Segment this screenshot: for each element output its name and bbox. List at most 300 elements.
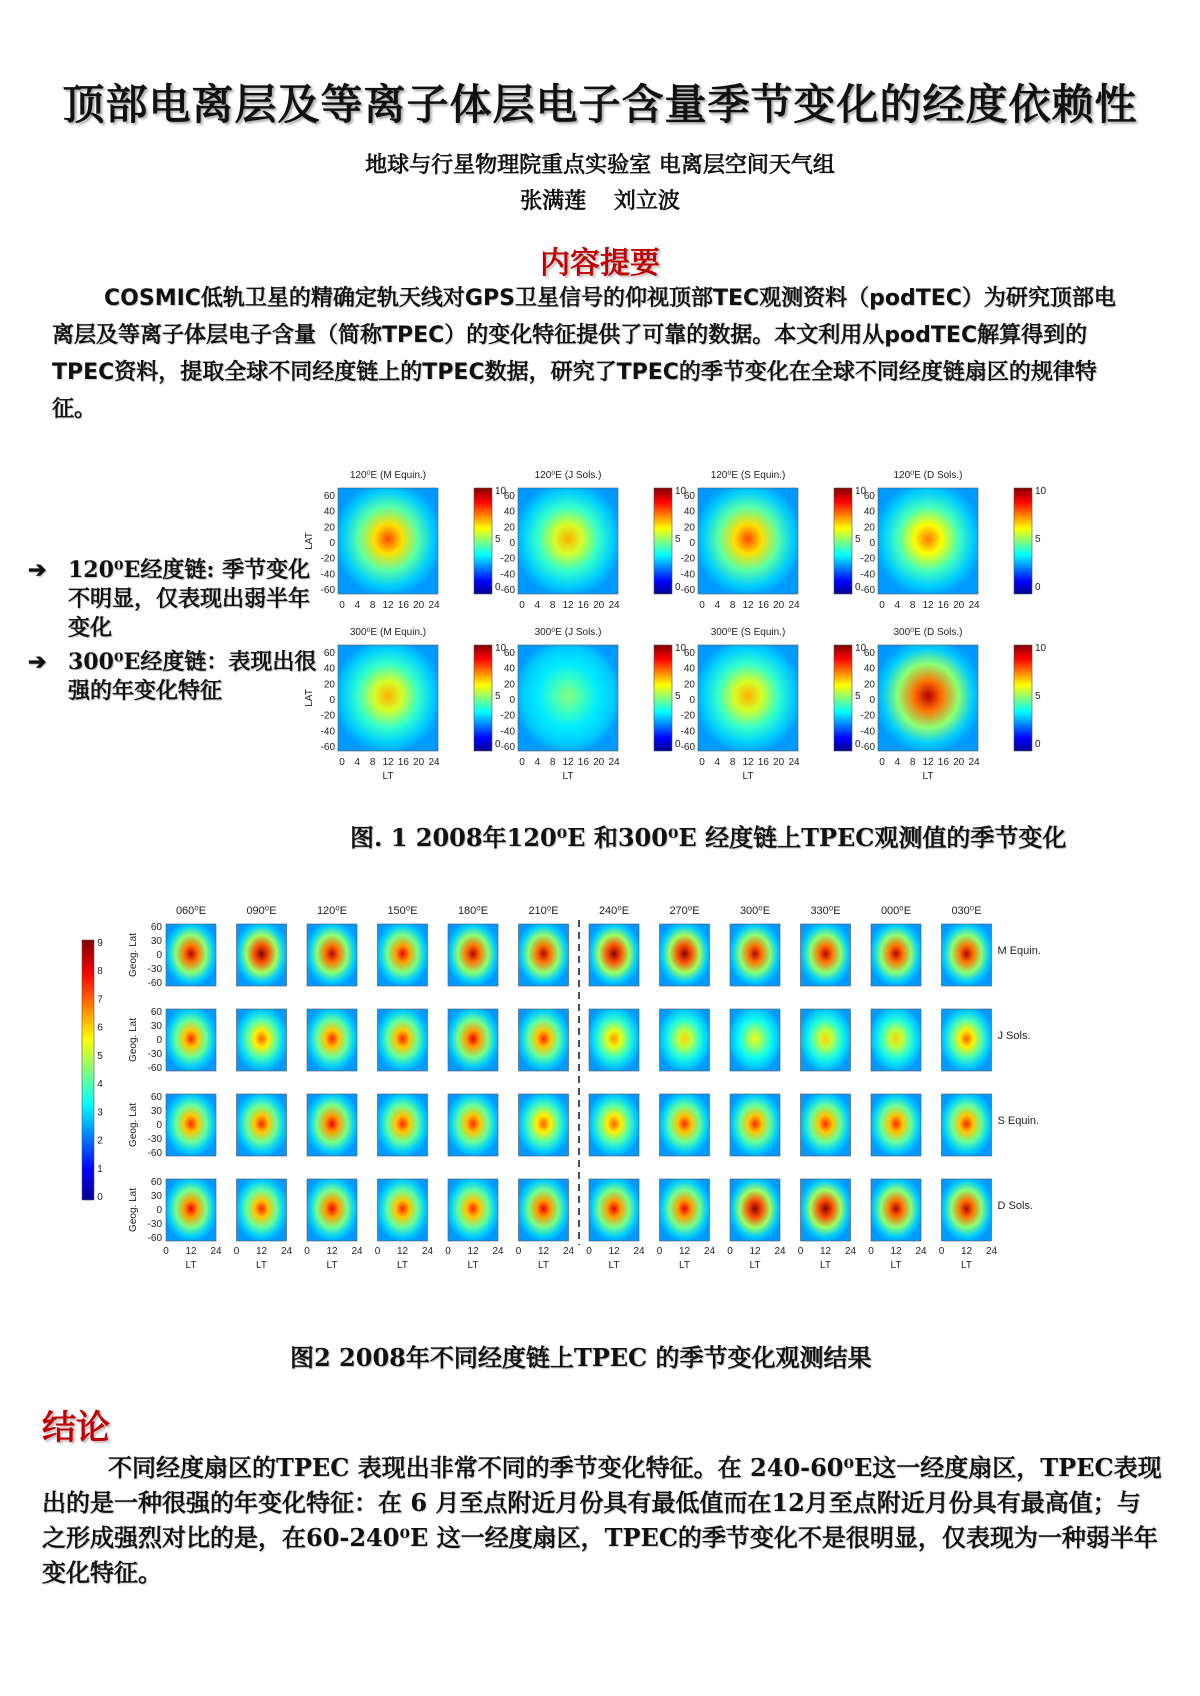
y-tick-label: 40 [503,663,515,675]
arrow-right-icon: ➔ [28,649,47,675]
y-tick-label: -30 [147,1049,162,1060]
heatmap-panel [801,1009,851,1071]
x-tick-label: 24 [562,1246,575,1257]
colorbar-tick: 1 [97,1163,103,1175]
colorbar-tick: 7 [97,994,103,1006]
x-tick-label: 12 [562,600,574,611]
panel-title: 300⁰E (J Sols.) [534,627,602,638]
row-label: S Equin. [997,1115,1040,1127]
heatmap-panel [942,1179,992,1241]
row-label: D Sols. [997,1200,1033,1212]
x-tick-label: 8 [369,757,376,768]
x-axis-label: LT [185,1260,197,1271]
y-tick-label: 60 [503,491,515,502]
x-axis-label: LT [467,1260,479,1271]
y-axis-label: Geog. Lat [128,933,139,977]
panel-title: 120⁰E (S Equin.) [710,470,786,481]
x-tick-label: 0 [879,600,885,611]
heatmap-panel [448,924,498,986]
y-tick-label: 0 [689,538,695,549]
heatmap-panel [942,924,992,986]
y-tick-label: -40 [500,726,515,738]
y-tick-label: 0 [869,695,875,706]
colorbar [82,940,94,1200]
colorbar-tick: 0 [675,739,681,750]
y-tick-label: -60 [320,585,335,596]
x-tick-label: 12 [382,600,394,611]
y-tick-label: 30 [150,1021,162,1032]
column-header: 090⁰E [246,905,277,917]
bullet-text: 120⁰E经度链: 季节变化不明显，仅表现出弱半年变化 [68,557,311,641]
x-axis-label: LT [382,771,394,782]
x-tick-label: 4 [714,757,721,768]
heatmap-panel [871,924,921,986]
x-tick-label: 12 [819,1246,832,1257]
colorbar-tick: 5 [1035,534,1041,545]
x-axis-label: LT [326,1260,338,1271]
x-tick-label: 24 [703,1246,716,1257]
figure-1-heatmaps [304,458,1170,808]
heatmap-panel [519,1009,569,1071]
column-header: 300⁰E [739,905,771,917]
x-tick-label: 4 [714,600,721,611]
x-tick-label: 12 [678,1246,691,1257]
y-tick-label: 20 [683,522,695,534]
authors: 张满莲 刘立波 [520,189,680,214]
y-tick-label: 60 [323,491,335,502]
y-tick-label: 60 [150,1007,162,1018]
heatmap-panel [801,924,851,986]
x-tick-label: 0 [797,1246,804,1257]
heatmap-panel [166,924,216,986]
colorbar [654,488,672,594]
y-tick-label: 20 [503,522,515,534]
x-tick-label: 12 [742,757,754,768]
y-tick-label: -60 [680,742,695,753]
y-tick-label: 40 [683,506,695,518]
column-header: 120⁰E [316,905,348,917]
colorbar-tick: 0 [97,1192,103,1203]
y-tick-label: -40 [680,569,695,581]
x-tick-label: 0 [163,1246,169,1257]
panel-title: 120⁰E (M Equin.) [349,470,427,481]
colorbar-tick: 0 [495,582,501,593]
x-tick-label: 24 [844,1246,857,1257]
y-tick-label: -20 [320,553,335,565]
y-tick-label: -20 [500,553,515,565]
y-tick-label: 60 [150,922,162,933]
x-tick-label: 24 [421,1246,434,1257]
x-tick-label: 16 [937,757,949,768]
y-tick-label: -30 [147,1134,162,1145]
x-tick-label: 0 [519,757,525,768]
x-tick-label: 24 [608,757,620,768]
x-tick-label: 4 [354,757,361,768]
column-header: 150⁰E [387,905,418,917]
y-tick-label: 40 [863,663,875,675]
x-tick-label: 12 [742,600,754,611]
x-tick-label: 12 [960,1246,973,1257]
x-tick-label: 12 [255,1246,268,1257]
colorbar-tick: 10 [495,486,507,497]
colorbar-tick: 0 [495,739,501,750]
heatmap-panel [307,1179,357,1241]
y-tick-label: -20 [680,553,695,565]
y-tick-label: -40 [860,569,875,581]
figure-2-heatmap-grid [80,890,1190,1310]
y-tick-label: 20 [863,679,875,691]
y-tick-label: 60 [863,491,875,502]
y-tick-label: 0 [509,695,515,706]
x-tick-label: 20 [953,757,965,768]
x-tick-label: 12 [185,1246,197,1257]
y-tick-label: 0 [689,695,695,706]
y-tick-label: 40 [683,663,695,675]
y-tick-label: -20 [500,710,515,722]
y-tick-label: -40 [500,569,515,581]
column-header: 330⁰E [810,905,841,917]
y-axis-label: LAT [304,532,315,550]
x-tick-label: 16 [397,600,409,611]
colorbar-tick: 5 [675,691,681,702]
x-tick-label: 24 [968,600,980,611]
y-tick-label: -60 [147,1233,162,1244]
heatmap-panel [448,1009,498,1071]
row-label: M Equin. [997,945,1041,957]
page-title: 顶部电离层及等离子体层电子含量季节变化的经度依赖性 [62,80,1138,129]
heatmap-panel [166,1009,216,1071]
bullet-300e [28,648,318,706]
y-tick-label: 60 [863,648,875,659]
x-tick-label: 0 [515,1246,522,1257]
heatmap-panel [307,924,357,986]
y-tick-label: -30 [147,964,162,975]
heatmap-panel [589,1179,639,1241]
x-tick-label: 12 [890,1246,902,1257]
bullet-text: 300⁰E经度链：表现出很强的年变化特征 [68,649,317,704]
heatmap-panel [730,1009,780,1071]
colorbar-tick: 10 [1035,643,1047,654]
x-axis-label: LT [397,1260,408,1271]
heatmap-panel [237,1094,287,1156]
heatmap-panel [307,1094,357,1156]
figure-1-caption: 图. 1 2008年120⁰E 和300⁰E 经度链上TPEC观测值的季节变化 [350,823,1067,852]
figure-2-caption: 图2 2008年不同经度链上TPEC 的季节变化观测结果 [290,1343,872,1372]
bullet-120e [28,556,318,643]
y-tick-label: -40 [860,726,875,738]
heatmap-panel [237,1009,287,1071]
y-tick-label: -40 [320,726,335,738]
y-tick-label: 60 [683,648,695,659]
colorbar-tick: 5 [495,691,501,702]
x-tick-label: 0 [586,1246,592,1257]
y-tick-label: -20 [320,710,335,722]
y-tick-label: -60 [860,742,875,753]
heatmap-panel [378,924,428,986]
x-tick-label: 24 [608,600,620,611]
y-tick-label: -60 [320,742,335,753]
y-axis-label: LAT [304,689,315,707]
heatmap-panel [871,1009,921,1071]
colorbar-tick: 10 [855,643,867,654]
x-tick-label: 12 [396,1246,409,1257]
heatmap-panel [871,1179,921,1241]
heatmap-panel [660,1094,710,1156]
colorbar [834,488,852,594]
x-axis-label: LT [749,1260,761,1271]
x-tick-label: 12 [326,1246,338,1257]
y-tick-label: -60 [500,585,515,596]
x-tick-label: 20 [953,600,965,611]
heatmap-panel [519,1094,569,1156]
colorbar-tick: 3 [97,1107,103,1119]
x-tick-label: 0 [727,1246,733,1257]
heatmap-panel [518,488,618,594]
panel-title: 120⁰E (D Sols.) [893,470,963,481]
y-axis-label: Geog. Lat [128,1103,139,1147]
y-tick-label: 40 [323,506,335,518]
column-header: 210⁰E [528,905,559,917]
y-tick-label: 60 [150,1092,162,1103]
heatmap-panel [166,1179,216,1241]
y-axis-label: Geog. Lat [128,1188,139,1232]
x-tick-label: 12 [749,1246,761,1257]
heatmap-panel [519,1179,569,1241]
y-tick-label: 0 [329,695,335,706]
arrow-right-icon: ➔ [28,557,47,583]
heatmap-panel [730,1094,780,1156]
conclusion-body: 不同经度扇区的TPEC 表现出非常不同的季节变化特征。在 240-60⁰E这一经度扇区，TPEC表现出的是一种很强的年变化特征：在 6 月至点附近月份具有最低值而在12月至点附近月份具有最高值；与之形成强烈对比的是，在60-240⁰E 这一经度扇区，TPEC的季节变化不是很明显，仅表现为一种弱半年变化特征。 [42,1453,1162,1587]
x-tick-label: 8 [549,757,556,768]
x-tick-label: 20 [773,600,785,611]
x-tick-label: 20 [413,600,425,611]
x-tick-label: 16 [757,757,769,768]
x-tick-label: 0 [879,757,885,768]
heatmap-panel [518,645,618,751]
y-tick-label: 0 [156,1205,162,1216]
colorbar-tick: 6 [97,1022,103,1034]
colorbar-tick: 5 [97,1050,103,1062]
column-header: 030⁰E [951,905,982,917]
x-tick-label: 0 [699,600,705,611]
x-tick-label: 8 [909,600,916,611]
colorbar-tick: 0 [855,739,861,750]
y-tick-label: -60 [500,742,515,753]
x-axis-label: LT [679,1260,690,1271]
y-tick-label: 20 [323,522,335,534]
y-tick-label: 0 [156,950,162,961]
heatmap-panel [338,645,438,751]
x-tick-label: 12 [562,757,574,768]
colorbar-tick: 10 [855,486,867,497]
y-tick-label: 20 [683,679,695,691]
y-tick-label: 60 [323,648,335,659]
colorbar-tick: 5 [675,534,681,545]
y-tick-label: 40 [863,506,875,518]
y-tick-label: 40 [503,506,515,518]
x-tick-label: 16 [757,600,769,611]
colorbar-tick: 0 [1035,739,1041,750]
colorbar-tick: 2 [97,1135,103,1147]
y-tick-label: 40 [323,663,335,675]
heatmap-panel [378,1094,428,1156]
y-tick-label: 60 [150,1177,162,1188]
colorbar-tick: 9 [97,938,103,949]
y-tick-label: 30 [150,1191,162,1202]
x-tick-label: 12 [922,757,934,768]
colorbar-tick: 10 [495,643,507,654]
colorbar-tick: 4 [97,1079,103,1091]
x-tick-label: 24 [633,1246,645,1257]
y-tick-label: -60 [147,1063,162,1074]
heatmap-panel [166,1094,216,1156]
heatmap-panel [237,1179,287,1241]
y-tick-label: -40 [320,569,335,581]
x-tick-label: 4 [534,600,541,611]
x-tick-label: 16 [937,600,949,611]
heatmap-panel [698,488,798,594]
x-axis-label: LT [562,771,574,782]
x-axis-label: LT [961,1260,972,1271]
x-tick-label: 24 [428,757,440,768]
y-tick-label: 20 [323,679,335,691]
y-tick-label: -60 [860,585,875,596]
heatmap-panel [730,924,780,986]
x-tick-label: 0 [656,1246,663,1257]
heatmap-panel [307,1009,357,1071]
y-tick-label: -20 [680,710,695,722]
heatmap-panel [871,1094,921,1156]
y-tick-label: -60 [147,978,162,989]
heatmap-panel [660,924,710,986]
x-tick-label: 4 [354,600,361,611]
x-tick-label: 24 [788,757,800,768]
heatmap-panel [942,1094,992,1156]
x-tick-label: 0 [339,600,345,611]
panel-title: 300⁰E (S Equin.) [710,627,786,638]
colorbar [654,645,672,751]
x-axis-label: LT [538,1260,549,1271]
heatmap-panel [801,1094,851,1156]
x-tick-label: 8 [729,600,736,611]
y-tick-label: 30 [150,1106,162,1117]
colorbar-tick: 5 [495,534,501,545]
x-tick-label: 0 [519,600,525,611]
y-tick-label: 60 [683,491,695,502]
y-tick-label: 20 [503,679,515,691]
x-tick-label: 16 [577,600,589,611]
x-tick-label: 12 [467,1246,479,1257]
colorbar-tick: 0 [675,582,681,593]
x-tick-label: 0 [233,1246,240,1257]
x-tick-label: 8 [549,600,556,611]
colorbar-tick: 0 [855,582,861,593]
x-tick-label: 12 [608,1246,620,1257]
x-tick-label: 24 [774,1246,786,1257]
heatmap-panel [448,1179,498,1241]
heatmap-panel [942,1009,992,1071]
heatmap-panel [519,924,569,986]
column-header: 270⁰E [669,905,700,917]
x-tick-label: 24 [492,1246,504,1257]
column-header: 060⁰E [175,905,207,917]
x-tick-label: 12 [382,757,394,768]
colorbar [1014,645,1032,751]
x-tick-label: 20 [773,757,785,768]
y-tick-label: 0 [509,538,515,549]
x-tick-label: 24 [351,1246,363,1257]
x-tick-label: 0 [699,757,705,768]
heatmap-panel [660,1009,710,1071]
x-tick-label: 4 [534,757,541,768]
x-tick-label: 20 [593,757,605,768]
x-tick-label: 0 [339,757,345,768]
row-label: J Sols. [997,1030,1031,1042]
x-tick-label: 8 [729,757,736,768]
y-axis-label: Geog. Lat [128,1018,139,1062]
y-tick-label: 0 [329,538,335,549]
heatmap-panel [338,488,438,594]
heatmap-panel [589,924,639,986]
x-tick-label: 20 [593,600,605,611]
heatmap-panel [378,1009,428,1071]
heatmap-panel [801,1179,851,1241]
colorbar-tick: 10 [1035,486,1047,497]
heatmap-panel [589,1009,639,1071]
x-tick-label: 0 [445,1246,451,1257]
y-tick-label: -60 [147,1148,162,1159]
heatmap-panel [378,1179,428,1241]
heatmap-panel [237,924,287,986]
x-tick-label: 16 [397,757,409,768]
x-axis-label: LT [256,1260,267,1271]
heatmap-panel [589,1094,639,1156]
x-axis-label: LT [742,771,754,782]
y-tick-label: 60 [503,648,515,659]
y-tick-label: 30 [150,936,162,947]
colorbar [1014,488,1032,594]
y-tick-label: 0 [869,538,875,549]
colorbar [474,488,492,594]
affiliation: 地球与行星物理院重点实验室 电离层空间天气组 [365,153,835,178]
heatmap-panel [448,1094,498,1156]
y-tick-label: -20 [860,553,875,565]
column-header: 000⁰E [880,905,912,917]
heatmap-panel [660,1179,710,1241]
abstract-body: COSMIC低轨卫星的精确定轨天线对GPS卫星信号的仰视顶部TEC观测资料（podTEC）为研究顶部电离层及等离子体层电子含量（简称TPEC）的变化特征提供了可靠的数据。本文利用从podTEC解算得到的TPEC资料，提取全球不同经度链上的TPEC数据，研究了TPEC的季节变化在全球不同经度链扇区的规律特征。 [52,286,1116,422]
colorbar-tick: 5 [1035,691,1041,702]
y-tick-label: 20 [863,522,875,534]
heatmap-panel [698,645,798,751]
x-axis-label: LT [820,1260,831,1271]
x-axis-label: LT [890,1260,902,1271]
colorbar [474,645,492,751]
y-tick-label: 0 [156,1035,162,1046]
x-tick-label: 0 [374,1246,381,1257]
colorbar-tick: 8 [97,966,103,978]
heatmap-panel [878,645,978,751]
x-tick-label: 24 [968,757,980,768]
x-tick-label: 20 [413,757,425,768]
x-tick-label: 0 [868,1246,874,1257]
panel-title: 120⁰E (J Sols.) [534,470,602,481]
x-tick-label: 4 [894,757,901,768]
y-tick-label: -60 [680,585,695,596]
y-tick-label: -30 [147,1219,162,1230]
column-header: 180⁰E [457,905,489,917]
y-tick-label: 0 [156,1120,162,1131]
x-tick-label: 24 [210,1246,222,1257]
